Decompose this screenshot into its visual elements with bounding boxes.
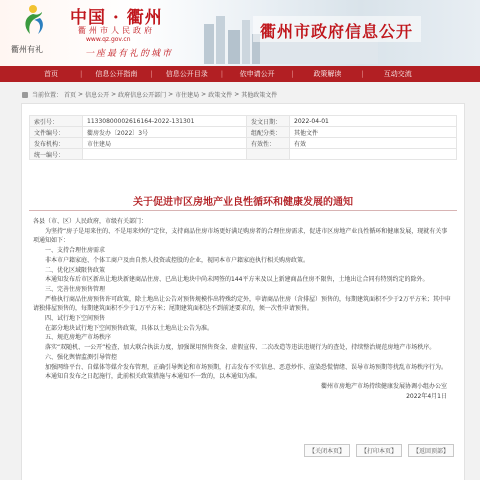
section-paragraph: 落实“双随机、一公开”检查，加大联合执法力度，加强课用预售资金、虚假宣传、二次改造等违法违规行为的查处，持续整治规范房地产市场秩序。 — [45, 344, 436, 352]
empty-value — [290, 149, 457, 160]
breadcrumb-separator: > — [111, 91, 117, 98]
close-page-button[interactable]: 【关闭本页】 — [304, 444, 350, 457]
docno-value: 衢房发办〔2022〕3号 — [83, 127, 247, 138]
validity-value: 有效 — [290, 138, 457, 149]
index-value: 11330800002616164-2022-131301 — [83, 116, 247, 127]
logo-caption: 衢州有礼 — [11, 45, 43, 54]
nav-separator: | — [220, 70, 224, 78]
site-name[interactable]: 中国 · 衢州 — [70, 8, 163, 28]
section-paragraph: 严格执行商品住房预售许可政策，除土地出让公告对预售规模作出特殊约定外，申请商品住房（含排屋）预售的，每期建筑面积不少于2万平方米；其中申请独排屋预售的，每期建筑面积不少于1万平方米；尾期建筑面积达不到前述要求的，须一次性申请预售。 — [33, 295, 451, 313]
breadcrumb-info[interactable]: 信息公开 — [85, 92, 110, 99]
nav-guide[interactable]: 信息公开指南 — [95, 70, 138, 78]
breadcrumb-other-policy[interactable]: 其他政策文件 — [241, 92, 278, 99]
breadcrumb-separator: > — [168, 91, 174, 98]
site-banner — [0, 0, 480, 66]
nav-separator: | — [80, 70, 83, 78]
docno-label: 文件编号： — [30, 127, 83, 138]
section-paragraph: 本通知发布后市区新出让地块新建商品住房、已出让地块中尚未网签的144平方米及以上新建商品住房不限售，土地出让合同有特别约定的除外。 — [45, 276, 429, 284]
site-url: www.qz.gov.cn — [86, 36, 131, 43]
issuer-value: 市住建局 — [83, 138, 247, 149]
issuer-label: 发布机构： — [30, 138, 83, 149]
validity-label: 有效性： — [247, 138, 290, 149]
signer: 衢州市房地产市场持续健康发展协调小组办公室 — [320, 382, 447, 390]
sign-date: 2022年4月1日 — [406, 392, 447, 400]
breadcrumb — [22, 90, 277, 99]
section-heading: 三、完善住房预售管理 — [45, 285, 106, 293]
main-nav — [0, 66, 480, 82]
section-heading: 五、规范房地产市场秩序 — [45, 334, 112, 342]
empty-label — [247, 149, 290, 160]
page-actions — [304, 444, 454, 457]
portal-title[interactable]: 衢州市政府信息公开 — [260, 22, 414, 41]
breadcrumb-separator: > — [201, 91, 207, 98]
category-label: 组配分类： — [247, 127, 290, 138]
home-icon — [22, 92, 28, 98]
section-heading: 六、强化舆情监测引导管控 — [45, 353, 118, 361]
index-label: 索引号： — [30, 116, 83, 127]
section-paragraph: 在部分地块试行地下空间预售政策，具体以土地出让公告为准。 — [45, 324, 214, 332]
document-title: 关于促进市区房地产业良性循环和健康发展的通知 — [133, 197, 353, 208]
section-paragraph: 加强网络平台、自媒体等媒介发布管理，正确引导舆论和市场预期，打击发布不实信息、恶意炒作、渲染恐慌情绪、误导市场预期等扰乱市场秩序行为。 — [45, 363, 448, 371]
date-value: 2022-04-01 — [290, 116, 457, 127]
breadcrumb-home[interactable]: 首页 — [64, 92, 77, 99]
breadcrumb-separator: > — [78, 91, 84, 98]
title-divider — [29, 210, 457, 211]
quzhou-logo-icon[interactable] — [18, 3, 48, 37]
nav-interaction[interactable]: 互动交流 — [383, 70, 412, 78]
document-card — [21, 103, 465, 480]
nav-home[interactable]: 首页 — [44, 70, 58, 78]
nav-catalog[interactable]: 信息公开目录 — [165, 70, 208, 78]
nav-separator: | — [361, 70, 364, 78]
breadcrumb-prefix: 当前位置： — [32, 92, 63, 99]
metadata-table — [29, 115, 457, 160]
breadcrumb-housing-bureau[interactable]: 市住建局 — [175, 92, 200, 99]
nav-separator: | — [150, 70, 153, 78]
section-heading: 二、优化区域限售政策 — [45, 266, 106, 274]
nav-separator: | — [291, 70, 294, 78]
print-page-button[interactable]: 【打印本页】 — [356, 444, 402, 457]
document-body — [33, 217, 453, 401]
salutation: 各县（市、区）人民政府，市级有关部门： — [33, 218, 148, 225]
site-subtitle: 衢州市人民政府 — [78, 26, 155, 35]
breadcrumb-policy-files[interactable]: 政策文件 — [208, 92, 233, 99]
breadcrumb-separator: > — [234, 91, 240, 98]
back-to-top-button[interactable]: 【返回顶部】 — [408, 444, 454, 457]
closing-paragraph: 本通知自发布之日起施行，此前相关政策措施与本通知不一致的，以本通知为准。 — [45, 373, 262, 381]
nav-application[interactable]: 依申请公开 — [239, 70, 275, 78]
nav-policy-interpretation[interactable]: 政策解读 — [313, 70, 342, 78]
section-heading: 四、试行地下空间预售 — [45, 315, 106, 323]
section-heading: 一、支持合理住房需求 — [45, 247, 106, 255]
intro-paragraph: 为坚持“房子是用来住的、不是用来炒的”定位，支持商品住房市场更好满足购房者的合理住房需求，促进市区房地产业良性循环和健康发展，现就有关事项通知如下： — [33, 227, 448, 245]
category-value: 其他文件 — [290, 127, 457, 138]
date-label: 发文日期： — [247, 116, 290, 127]
city-slogan: 一座最有礼的城市 — [85, 49, 174, 59]
unified-value — [83, 149, 247, 160]
section-paragraph: 非本市户籍家庭、个体工商户及由自然人投资或控股的企业，视同本市户籍家庭执行相关购房政策。 — [45, 256, 310, 264]
unified-label: 统一编号： — [30, 149, 83, 160]
breadcrumb-departments[interactable]: 政府信息公开部门 — [118, 92, 167, 99]
